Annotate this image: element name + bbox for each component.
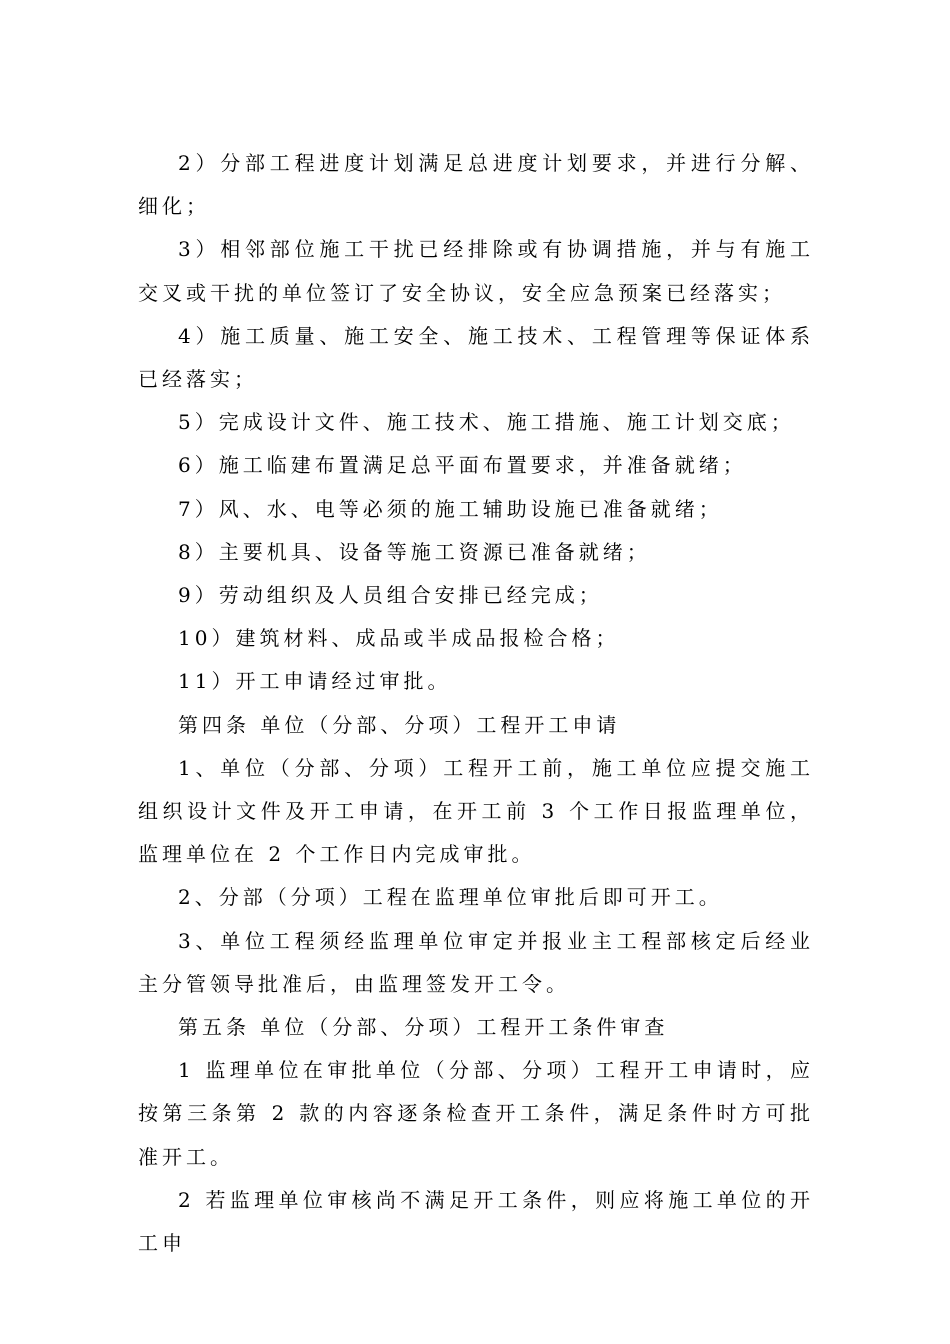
document-body xyxy=(138,142,814,1265)
article-4-clause-2: 2、分部（分项）工程在监理单位审批后即可开工。 xyxy=(178,885,723,910)
list-item-10: 10）建筑材料、成品或半成品报检合格； xyxy=(178,626,620,651)
list-item-5: 5）完成设计文件、施工技术、施工措施、施工计划交底； xyxy=(178,410,795,435)
article-5-heading: 第五条 单位（分部、分项）工程开工条件审查 xyxy=(178,1015,669,1040)
list-item-8: 8）主要机具、设备等施工资源已准备就绪； xyxy=(178,539,651,564)
article-4-heading: 第四条 单位（分部、分项）工程开工申请 xyxy=(178,712,621,737)
article-4-clause-1: 1、单位（分部、分项）工程开工前，施工单位应提交施工组织设计文件及开工申请，在开工前 3 个工作日报监理单位，监理单位在 2 个工作日内完成审批。 xyxy=(138,755,814,867)
list-item-7: 7）风、水、电等必须的施工辅助设施已准备就绪； xyxy=(178,496,723,521)
list-item-3: 3）相邻部位施工干扰已经排除或有协调措施，并与有施工交叉或干扰的单位签订了安全协议，安全应急预案已经落实； xyxy=(138,237,814,305)
list-item-6: 6）施工临建布置满足总平面布置要求，并准备就绪； xyxy=(178,453,747,478)
article-5-clause-2: 2 若监理单位审核尚不满足开工条件，则应将施工单位的开工申 xyxy=(138,1187,814,1256)
list-item-9: 9）劳动组织及人员组合安排已经完成； xyxy=(178,583,603,608)
article-4-clause-3: 3、单位工程须经监理单位审定并报业主工程部核定后经业主分管领导批准后，由监理签发开工令。 xyxy=(138,928,814,996)
article-5-clause-1: 1 监理单位在审批单位（分部、分项）工程开工申请时，应按第三条第 2 款的内容逐条检查开工条件，满足条件时方可批准开工。 xyxy=(138,1058,814,1169)
list-item-2: 2）分部工程进度计划满足总进度计划要求，并进行分解、细化； xyxy=(138,151,814,219)
list-item-11: 11）开工申请经过审批。 xyxy=(178,669,452,694)
list-item-4: 4）施工质量、施工安全、施工技术、工程管理等保证体系已经落实； xyxy=(138,323,814,392)
